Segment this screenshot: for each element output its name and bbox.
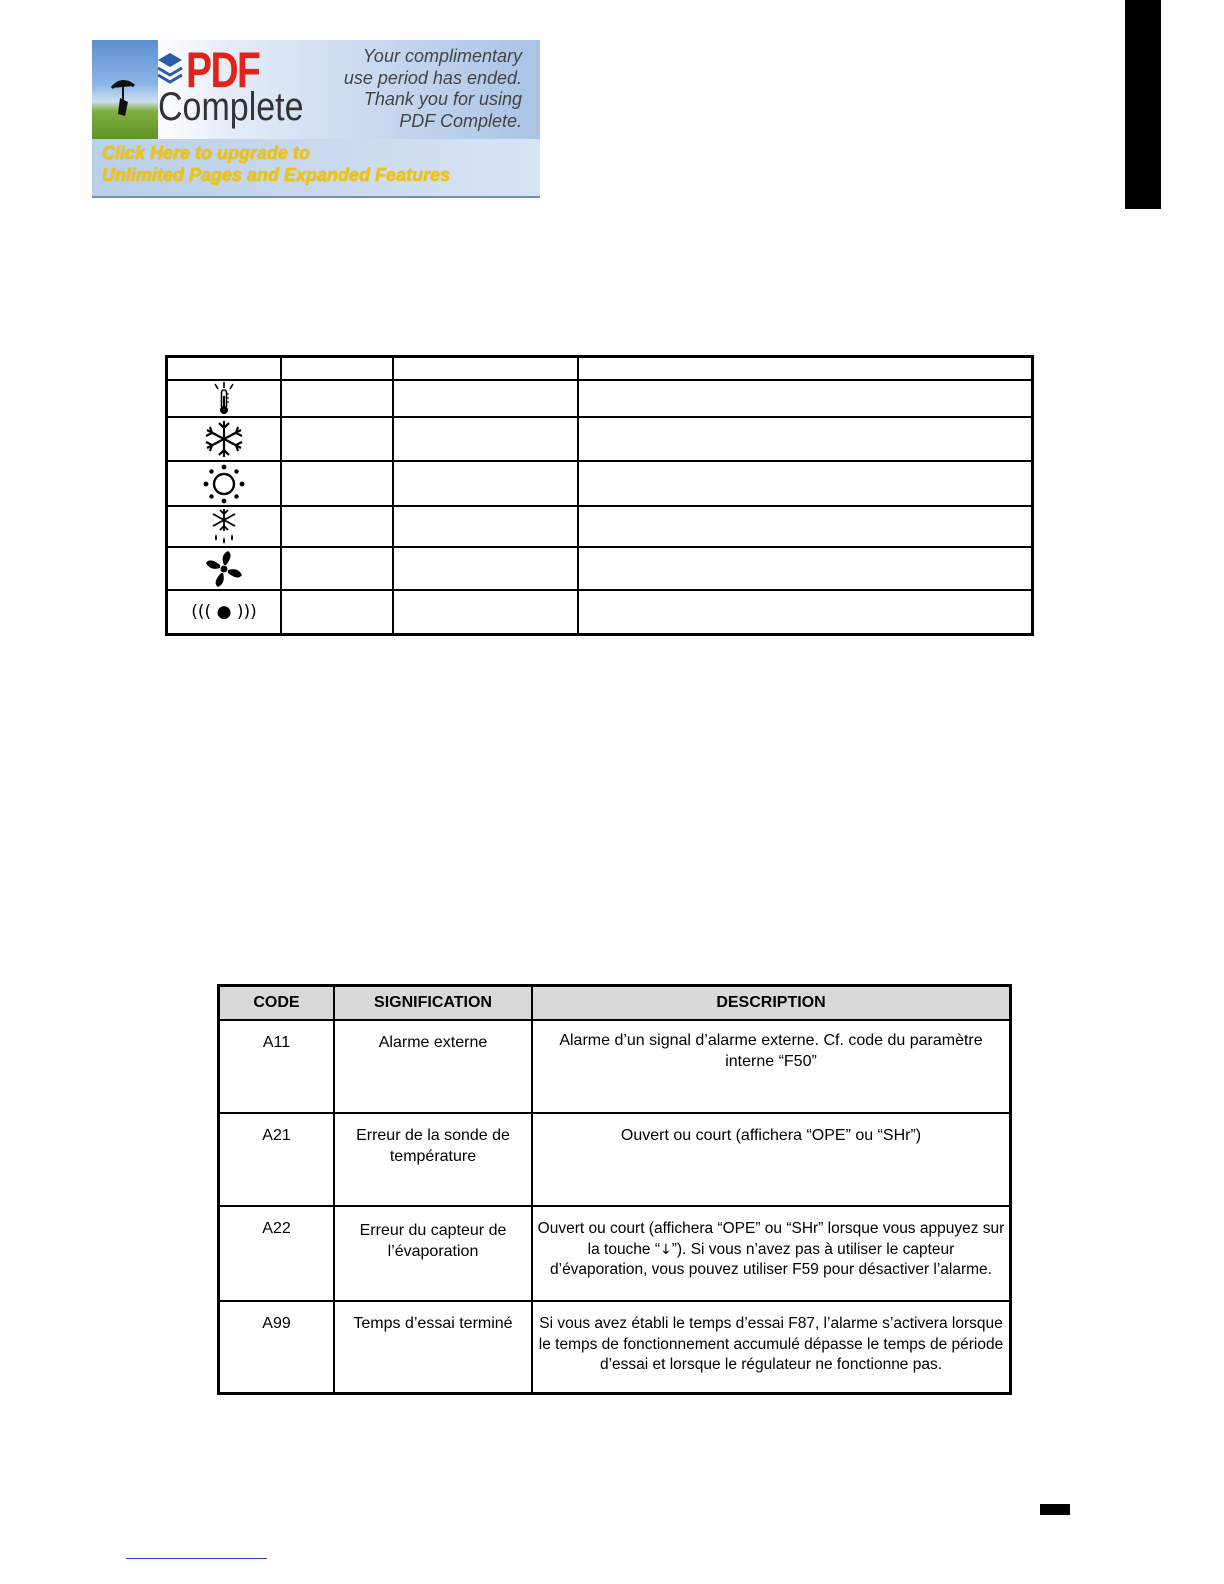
table-cell (578, 547, 1033, 590)
icon-cell (167, 547, 282, 590)
icon-cell (167, 380, 282, 417)
page-edge-tab (1125, 0, 1161, 209)
banner-message-line: Thank you for using (363, 89, 522, 109)
table-row (167, 506, 1033, 547)
table-cell (281, 461, 393, 506)
table-cell (281, 417, 393, 461)
column-header-code: CODE (219, 986, 335, 1021)
alarm-code: A22 (219, 1206, 335, 1301)
banner-message-line: use period has ended. (343, 67, 522, 88)
table-row (219, 1301, 1011, 1394)
upgrade-link-line[interactable]: Unlimited Pages and Expanded Features (102, 165, 451, 185)
table-cell (167, 357, 282, 381)
table-cell (393, 590, 578, 634)
table-cell (393, 506, 578, 547)
column-header-signification: SIGNIFICATION (334, 986, 532, 1021)
table-cell (393, 547, 578, 590)
table-row (219, 1020, 1011, 1113)
table-cell (578, 380, 1033, 417)
table-cell (281, 357, 393, 381)
table-row (167, 461, 1033, 506)
icon-cell (167, 590, 282, 634)
table-cell (281, 547, 393, 590)
table-cell (578, 590, 1033, 634)
table-row (167, 590, 1033, 634)
alarm-code: A99 (219, 1301, 335, 1394)
alarm-description: Alarme d’un signal d’alarme externe. Cf. code du paramètre interne “F50” (532, 1020, 1011, 1113)
upgrade-link-line[interactable]: Click Here to upgrade to (102, 143, 311, 163)
banner-message (344, 46, 522, 132)
upgrade-link[interactable] (102, 142, 450, 186)
down-arrow-icon: ↓ (660, 1241, 672, 1258)
umbrella-figure-icon (92, 40, 158, 139)
alarm-code-table (217, 984, 1012, 1395)
banner-photo (92, 40, 158, 139)
alarm-code: A11 (219, 1020, 335, 1113)
snowflake-icon (202, 419, 246, 459)
table-cell (393, 461, 578, 506)
icon-table (165, 355, 1034, 636)
logo-complete-text: Complete (158, 85, 304, 129)
table-cell (578, 357, 1033, 381)
page-number-mark (1040, 1504, 1070, 1515)
alarm-code: A21 (219, 1113, 335, 1206)
table-cell (578, 461, 1033, 506)
table-row (219, 1113, 1011, 1206)
table-cell (281, 506, 393, 547)
sun-icon (202, 464, 246, 504)
table-row (167, 417, 1033, 461)
alarm-meaning: Temps d’essai terminé (334, 1301, 532, 1394)
thermometer-icon (209, 382, 239, 416)
logo-pdf-text: PDF (186, 42, 260, 98)
table-cell (281, 590, 393, 634)
alarm-description-text: Ouvert ou court (affichera “OPE” ou “SHr” lorsque vous appuyez sur la touche “ (537, 1220, 1005, 1258)
banner-message-line: Your complimentary (362, 46, 522, 66)
table-header-row (167, 357, 1033, 381)
icon-cell (167, 461, 282, 506)
table-cell (393, 380, 578, 417)
alarm-description (532, 1206, 1011, 1301)
fan-icon (202, 549, 246, 589)
alarm-meaning: Alarme externe (334, 1020, 532, 1113)
table-header-row (219, 986, 1011, 1021)
table-cell (393, 357, 578, 381)
defrost-icon (202, 508, 246, 546)
alarm-icon: ((( ● ))) (191, 601, 257, 622)
column-header-description: DESCRIPTION (532, 986, 1011, 1021)
alarm-meaning: Erreur de la sonde de température (334, 1113, 532, 1206)
icon-cell (167, 417, 282, 461)
table-cell (281, 380, 393, 417)
footer-link-underline[interactable] (126, 1558, 267, 1559)
alarm-description: Si vous avez établi le temps d’essai F87, l’alarme s’activera lorsque le temps de fonctionnement accumulé dépasse le temps de période d’essai et lorsque le régulateur ne fonctionne pas. (532, 1301, 1011, 1394)
table-row (219, 1206, 1011, 1301)
table-cell (393, 417, 578, 461)
upgrade-banner[interactable] (92, 40, 540, 198)
table-cell (578, 506, 1033, 547)
alarm-description: Ouvert ou court (affichera “OPE” ou “SHr”) (532, 1113, 1011, 1206)
table-row (167, 547, 1033, 590)
table-row (167, 380, 1033, 417)
icon-cell (167, 506, 282, 547)
table-cell (578, 417, 1033, 461)
banner-message-line: PDF Complete. (399, 110, 522, 131)
alarm-meaning: Erreur du capteur de l’évaporation (334, 1206, 532, 1301)
alarm-description-text: ”). Si vous n’avez pas à utiliser le capteur d’évaporation, vous pouvez utiliser F59 pour désactiver l’alarme. (550, 1240, 992, 1278)
